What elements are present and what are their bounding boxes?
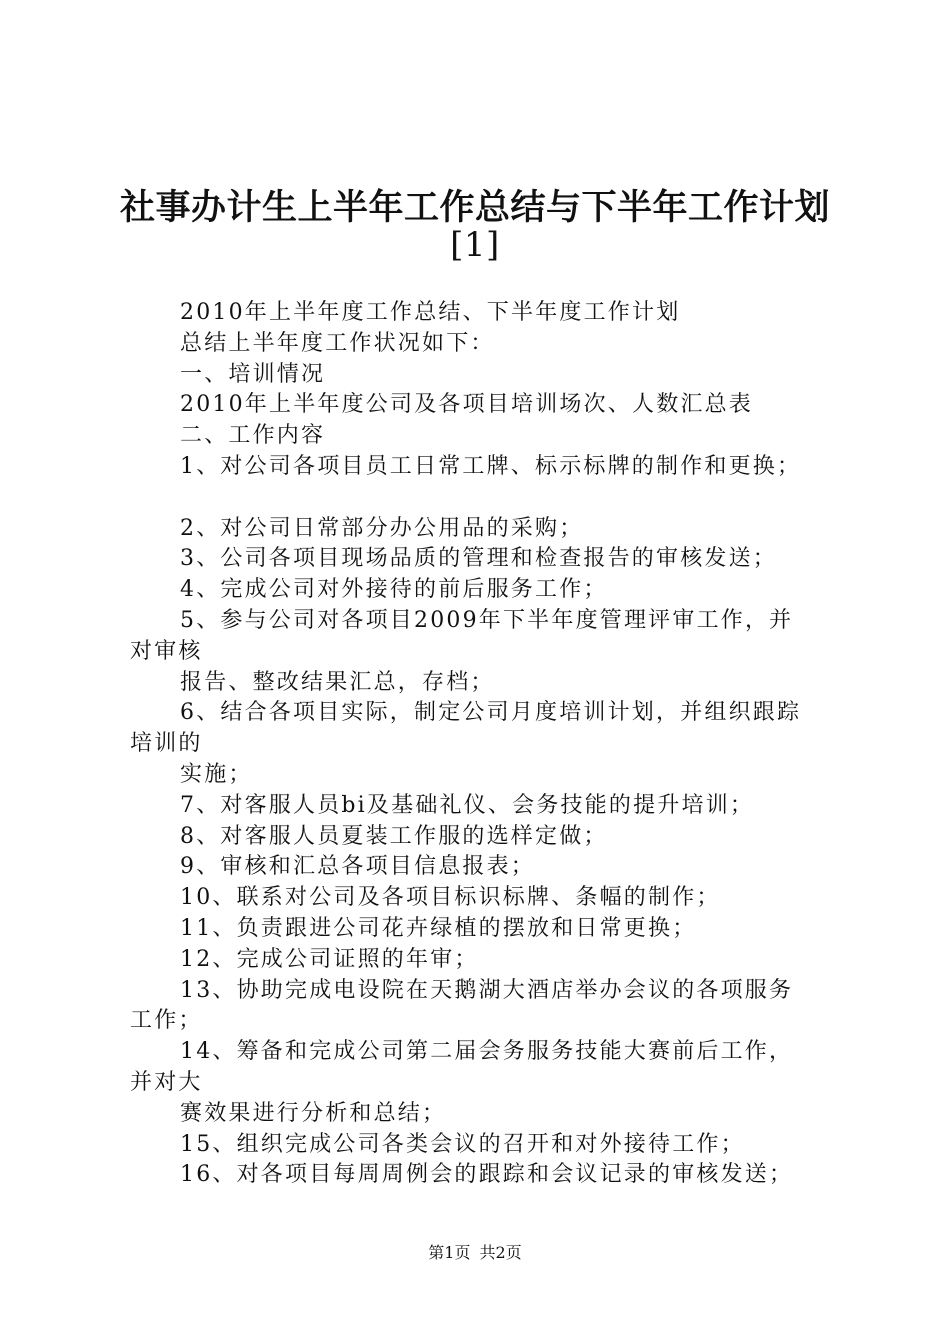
- text-line: 对审核: [130, 638, 203, 664]
- text-line: 二、工作内容: [180, 423, 326, 449]
- text-line: 4、完成公司对外接待的前后服务工作；: [180, 577, 608, 603]
- document-title: 社事办计生上半年工作总结与下半年工作计划: [119, 187, 830, 228]
- text-line: 1、对公司各项目员工日常工牌、标示标牌的制作和更换；: [180, 453, 802, 479]
- document-title-suffix: [1]: [450, 225, 500, 265]
- blank-line: [130, 483, 830, 514]
- text-line: 2、对公司日常部分办公用品的采购；: [180, 515, 584, 541]
- text-line: 16、对各项目每周周例会的跟踪和会议记录的审核发送；: [180, 1162, 794, 1188]
- text-line: 并对大: [130, 1069, 203, 1095]
- text-line: 13、协助完成电设院在天鹅湖大酒店举办会议的各项服务: [180, 977, 794, 1003]
- page-footer: [0, 1243, 950, 1263]
- text-line: 9、审核和汇总各项目信息报表；: [180, 854, 535, 880]
- text-line: 12、完成公司证照的年审；: [180, 946, 479, 972]
- text-line: 培训的: [130, 731, 203, 757]
- text-line: 6、结合各项目实际，制定公司月度培训计划，并组织跟踪: [180, 700, 802, 726]
- text-line: 报告、整改结果汇总，存档；: [180, 669, 495, 695]
- text-line: 8、对客服人员夏装工作服的选样定做；: [180, 823, 608, 849]
- text-line: 10、联系对公司及各项目标识标牌、条幅的制作；: [180, 885, 721, 911]
- document-body: [130, 298, 830, 1191]
- text-line: 3、公司各项目现场品质的管理和检查报告的审核发送；: [180, 546, 777, 572]
- text-line: 5、参与公司对各项目2009年下半年度管理评审工作，并: [180, 607, 794, 633]
- text-line: 一、培训情况: [180, 361, 326, 387]
- text-line: 14、筹备和完成公司第二届会务服务技能大赛前后工作，: [180, 1039, 794, 1065]
- text-line: 总结上半年度工作状况如下：: [180, 330, 495, 356]
- text-line: 实施；: [180, 761, 253, 787]
- text-line: 2010年上半年度公司及各项目培训场次、人数汇总表: [180, 392, 753, 418]
- page-total: 共2页: [479, 1243, 522, 1262]
- text-line: 2010年上半年度工作总结、下半年度工作计划: [180, 300, 681, 325]
- text-line: 15、组织完成公司各类会议的召开和对外接待工作；: [180, 1131, 745, 1157]
- text-line: 11、负责跟进公司花卉绿植的摆放和日常更换；: [180, 915, 697, 941]
- page-number: 第1页: [428, 1243, 471, 1262]
- text-line: 工作；: [130, 1008, 203, 1034]
- text-line: 赛效果进行分析和总结；: [180, 1100, 447, 1126]
- text-line: 7、对客服人员bi及基础礼仪、会务技能的提升培训；: [180, 792, 755, 818]
